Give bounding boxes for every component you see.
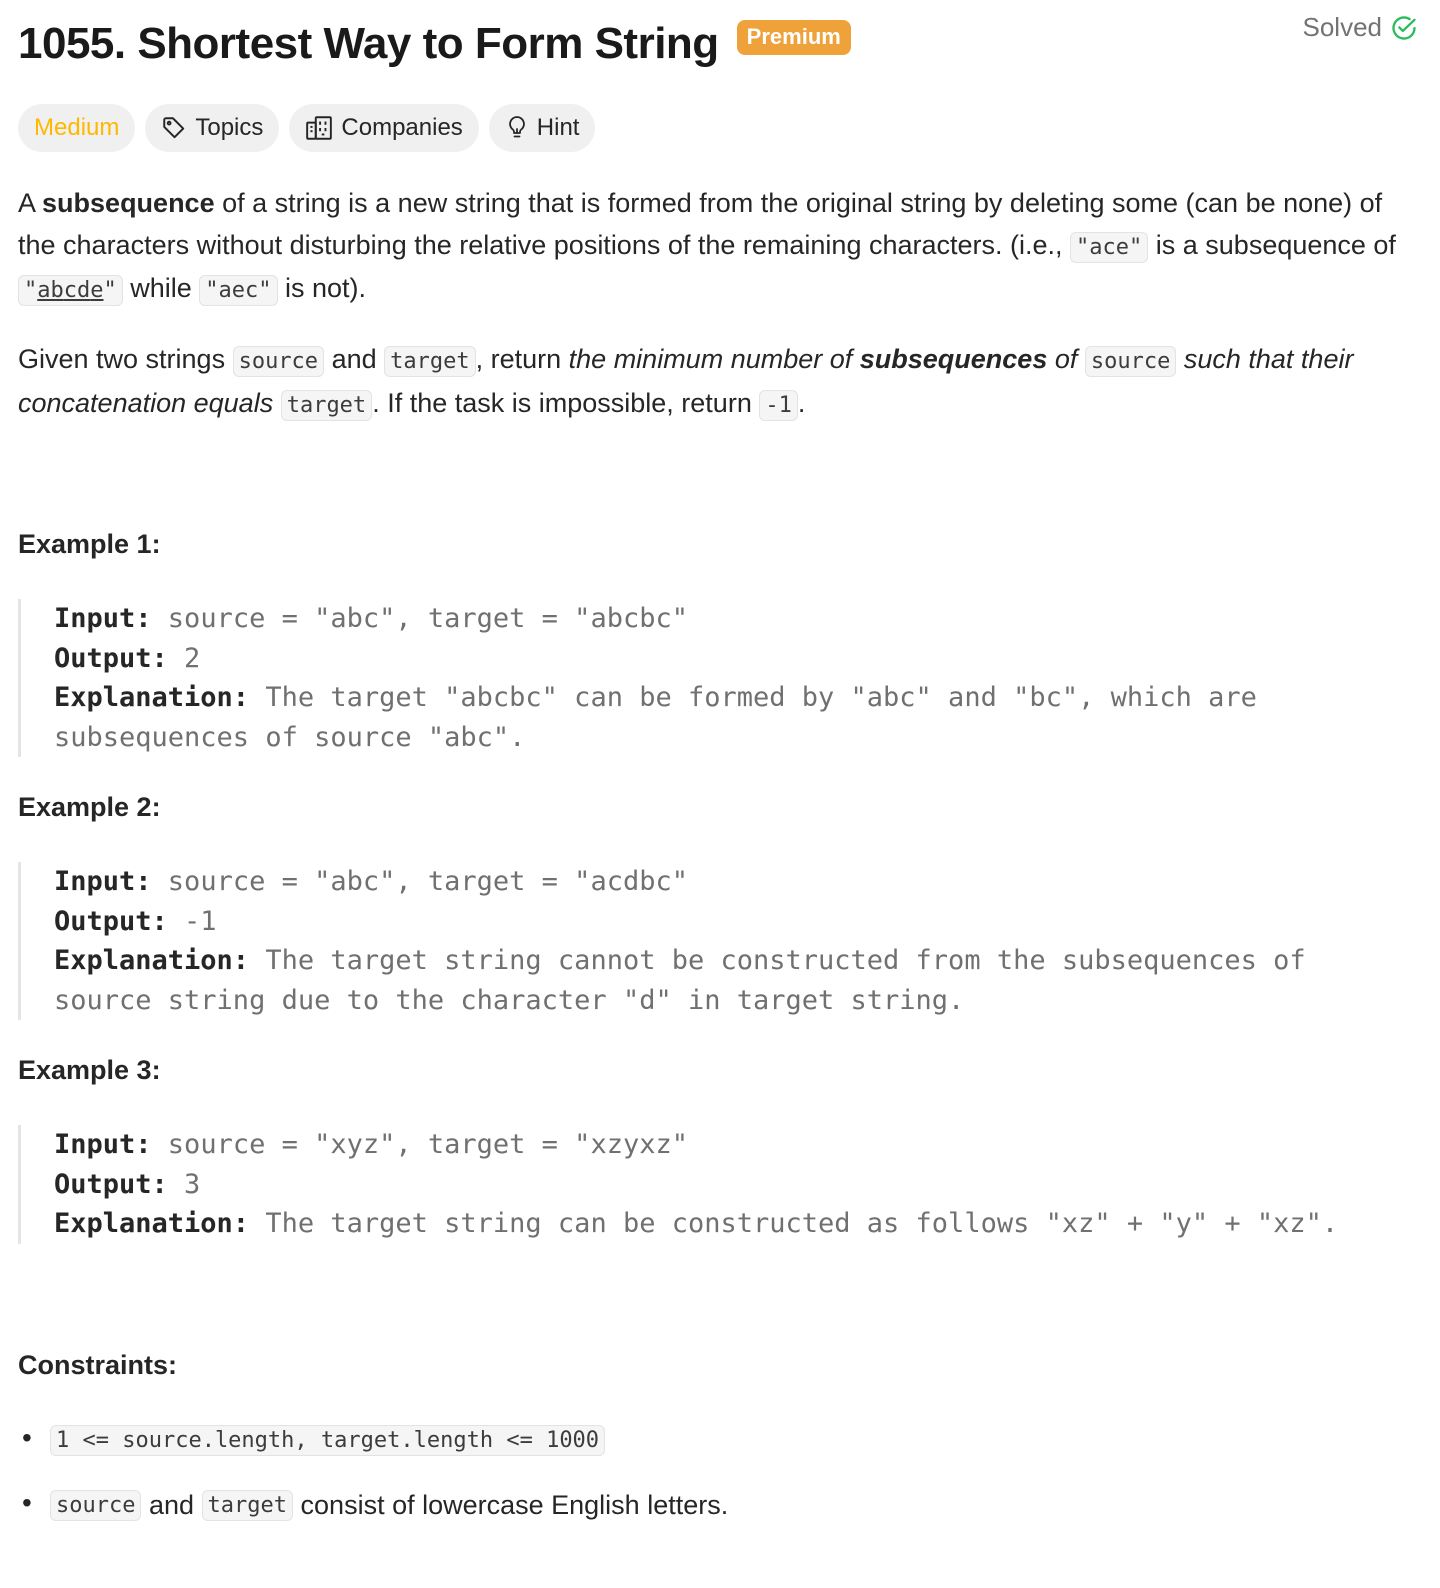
companies-button[interactable] xyxy=(289,104,478,152)
term-subsequence: subsequence xyxy=(42,188,215,218)
description-paragraph-1: A subsequence of a string is a new string that is formed from the original string by deleting some (can be none) of the characters without disturbing the relative positions of the remaining characters. (i.e., "ace" is a subsequence of "abcde" while "aec" is not). xyxy=(18,183,1418,312)
description-paragraph-2: Given two strings source and target , return the minimum number of subsequences of source such that their concatenation equals target . If the task is impossible, return -1 . xyxy=(18,339,1418,426)
premium-badge[interactable]: Premium xyxy=(737,20,851,55)
inline-code: "abcde" xyxy=(18,275,123,306)
inline-code: target xyxy=(384,346,475,377)
inline-code: target xyxy=(281,390,372,421)
building-icon xyxy=(305,115,333,141)
example-2-block: Input: source = "abc", target = "acdbc" Output: -1 Explanation: The target string cannot be constructed from the subsequences of source string due to the character "d" in target string. xyxy=(18,862,1398,1020)
constraints-list xyxy=(18,1420,728,1550)
title-row xyxy=(18,14,1418,74)
difficulty-badge xyxy=(18,104,135,152)
lightbulb-icon xyxy=(505,115,529,141)
inline-code: target xyxy=(202,1490,293,1521)
problem-title[interactable]: 1055. Shortest Way to Form String xyxy=(18,19,719,68)
solved-status xyxy=(1303,12,1419,43)
inline-code: "ace" xyxy=(1070,232,1148,263)
topics-label: Topics xyxy=(195,114,264,141)
inline-code: source xyxy=(1085,346,1176,377)
list-item xyxy=(18,1420,728,1460)
check-circle-icon xyxy=(1390,14,1418,42)
constraints-title: Constraints: xyxy=(18,1350,178,1380)
example-2-title: Example 2: xyxy=(18,792,161,822)
example-3-title: Example 3: xyxy=(18,1055,161,1085)
tag-icon xyxy=(161,115,187,141)
inline-code: source xyxy=(233,346,324,377)
inline-code: • 1 <= source.length, target.length <= 1000 xyxy=(50,1425,605,1456)
difficulty-label: Medium xyxy=(34,114,120,141)
hint-label: Hint xyxy=(536,114,580,141)
solved-label: Solved xyxy=(1302,12,1382,42)
list-item: • source and target consist of lowercase English letters. xyxy=(18,1485,728,1525)
tag-row xyxy=(18,104,595,152)
companies-label: Companies xyxy=(341,114,463,141)
topics-button[interactable] xyxy=(145,104,279,152)
inline-code: "aec" xyxy=(199,275,277,306)
example-3-block: Input: source = "xyz", target = "xzyxz" Output: 3 Explanation: The target string can be constructed as follows "xz" + "y" + "xz". xyxy=(18,1125,1398,1244)
example-1-block: Input: source = "abc", target = "abcbc" Output: 2 Explanation: The target "abcbc" can be formed by "abc" and "bc", which are subsequences of source "abc". xyxy=(18,599,1398,757)
inline-code: -1 xyxy=(759,390,798,421)
inline-code: • source xyxy=(50,1490,141,1521)
hint-button[interactable] xyxy=(489,104,596,152)
example-1-title: Example 1: xyxy=(18,529,161,559)
